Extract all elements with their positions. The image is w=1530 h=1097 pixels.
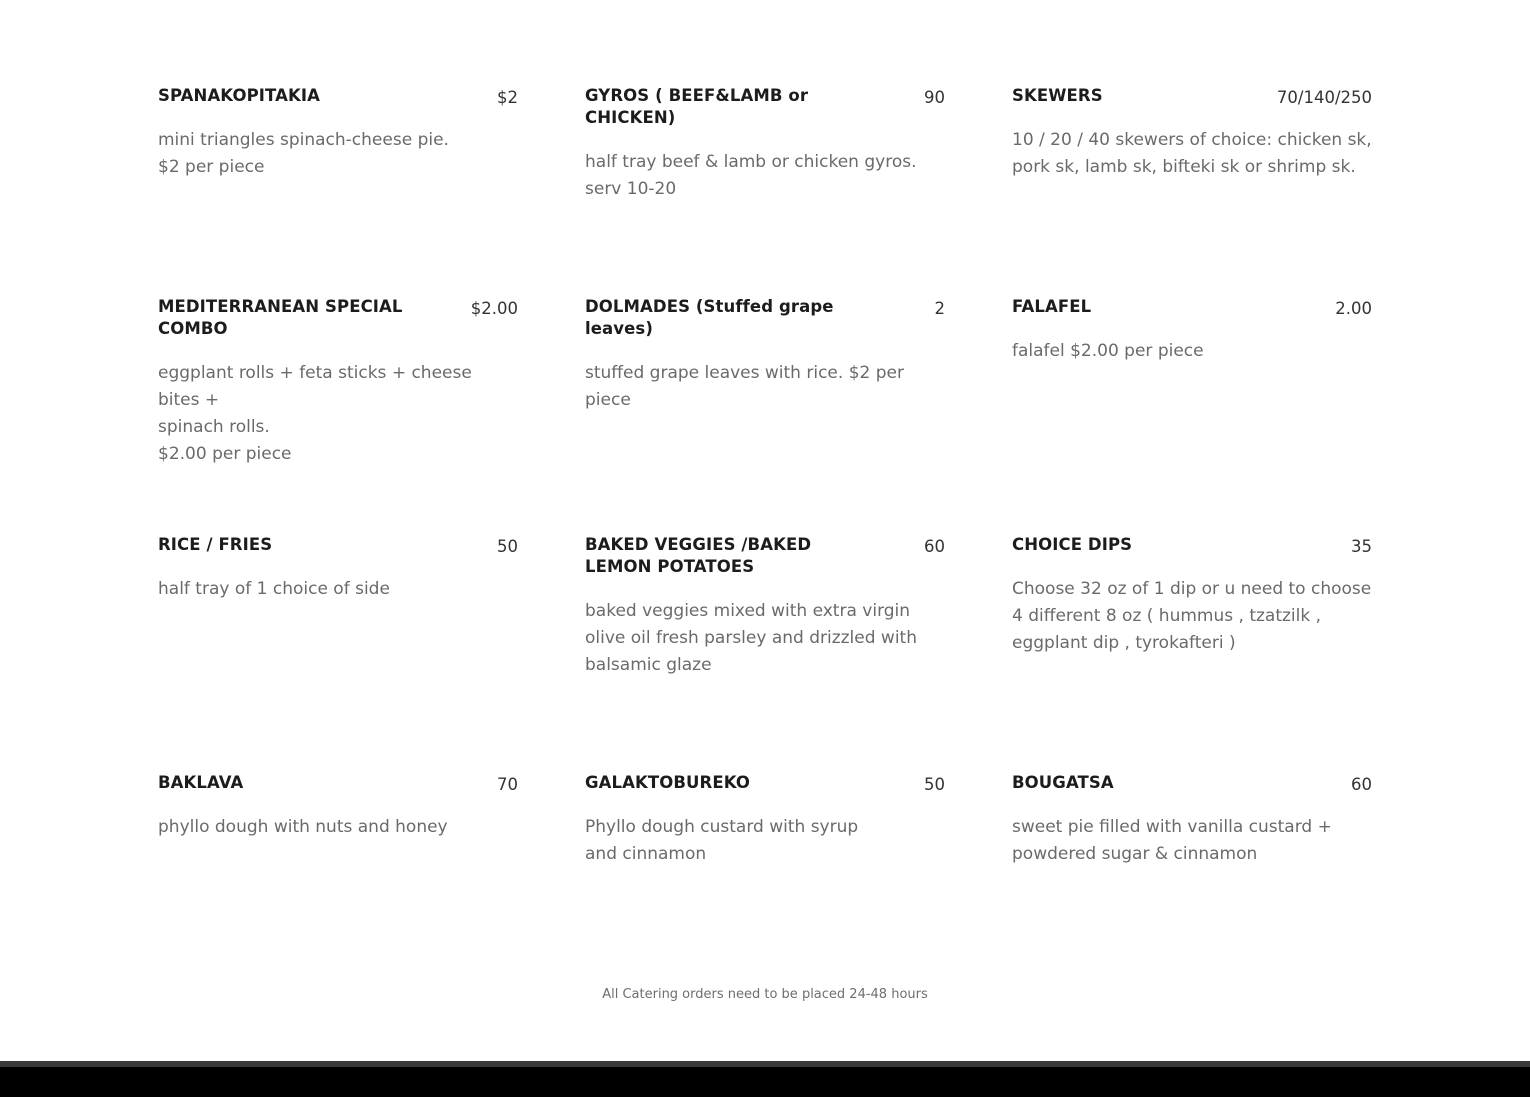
menu-item-name: DOLMADES (Stuffed grape leaves) <box>585 297 834 338</box>
menu-item-header <box>585 772 945 794</box>
menu-item-header <box>1012 85 1372 107</box>
menu-item-price: $2.00 <box>470 299 518 318</box>
menu-item-price: 70 <box>497 775 518 794</box>
menu-item-bougatsa <box>1012 772 1372 868</box>
menu-item-description: mini triangles spinach-cheese pie. $2 per piece <box>158 130 449 177</box>
menu-item-description: 10 / 20 / 40 skewers of choice: chicken sk, pork sk, lamb sk, bifteki sk or shrimp sk. <box>1012 130 1372 177</box>
footer-bar <box>0 1067 1530 1097</box>
menu-item-description: phyllo dough with nuts and honey <box>158 817 448 837</box>
catering-notice: All Catering orders need to be placed 24-48 hours <box>602 987 928 1002</box>
menu-item-description: falafel $2.00 per piece <box>1012 341 1204 361</box>
menu-item-price: 2.00 <box>1335 299 1372 318</box>
menu-item-name: SPANAKOPITAKIA <box>158 86 320 105</box>
menu-item-rice-fries <box>158 534 518 603</box>
menu-item-skewers <box>1012 85 1372 181</box>
menu-item-name: GYROS ( BEEF&LAMB or CHICKEN) <box>585 86 809 127</box>
menu-item-header <box>1012 296 1372 318</box>
menu-item-description: Choose 32 oz of 1 dip or u need to choose 4 different 8 oz ( hummus , tzatzilk , eggplant dip , tyrokafteri ) <box>1012 579 1372 653</box>
menu-item-header <box>585 534 945 578</box>
menu-item-price: 50 <box>924 775 945 794</box>
menu-item-baklava <box>158 772 518 841</box>
menu-item-price: 50 <box>497 537 518 556</box>
menu-item-description: Phyllo dough custard with syrup and cinnamon <box>585 817 859 864</box>
menu-item-name: BOUGATSA <box>1012 773 1114 792</box>
menu-item-price: 60 <box>924 537 945 556</box>
menu-item-dolmades <box>585 296 945 414</box>
menu-item-gyros <box>585 85 945 203</box>
menu-item-price: 35 <box>1351 537 1372 556</box>
menu-item-choice-dips <box>1012 534 1372 657</box>
menu-item-price: 70/140/250 <box>1276 88 1372 107</box>
menu-item-galaktobureko <box>585 772 945 868</box>
menu-item-mediterranean-special-combo <box>158 296 518 468</box>
menu-item-name: BAKED VEGGIES /BAKED LEMON POTATOES <box>585 535 812 576</box>
menu-item-spanakopitakia <box>158 85 518 181</box>
menu-item-name: CHOICE DIPS <box>1012 535 1133 554</box>
menu-item-name: FALAFEL <box>1012 297 1092 316</box>
menu-item-header <box>158 85 518 107</box>
menu-item-price: 90 <box>924 88 945 107</box>
menu-item-header <box>585 296 945 340</box>
menu-item-header <box>585 85 945 129</box>
menu-item-description: baked veggies mixed with extra virgin olive oil fresh parsley and drizzled with balsamic glaze <box>585 601 917 675</box>
menu-item-header <box>1012 772 1372 794</box>
menu-item-name: SKEWERS <box>1012 86 1103 105</box>
menu-item-name: MEDITERRANEAN SPECIAL COMBO <box>158 297 403 338</box>
menu-item-description: stuffed grape leaves with rice. $2 per piece <box>585 363 904 410</box>
menu-item-description: sweet pie filled with vanilla custard + powdered sugar & cinnamon <box>1012 817 1332 864</box>
menu-item-description: half tray beef & lamb or chicken gyros. serv 10-20 <box>585 152 917 199</box>
menu-item-baked-veggies <box>585 534 945 679</box>
menu-item-name: BAKLAVA <box>158 773 244 792</box>
menu-item-price: $2 <box>497 88 518 107</box>
menu-item-description: eggplant rolls + feta sticks + cheese bites + spinach rolls. $2.00 per piece <box>158 363 472 464</box>
menu-item-price: 60 <box>1351 775 1372 794</box>
menu-item-name: RICE / FRIES <box>158 535 273 554</box>
menu-item-header <box>1012 534 1372 556</box>
menu-item-name: GALAKTOBUREKO <box>585 773 750 792</box>
menu-item-price: 2 <box>934 299 945 318</box>
menu-item-description: half tray of 1 choice of side <box>158 579 390 599</box>
menu-item-header <box>158 772 518 794</box>
menu-item-falafel <box>1012 296 1372 365</box>
menu-item-header <box>158 534 518 556</box>
menu-item-header <box>158 296 518 340</box>
